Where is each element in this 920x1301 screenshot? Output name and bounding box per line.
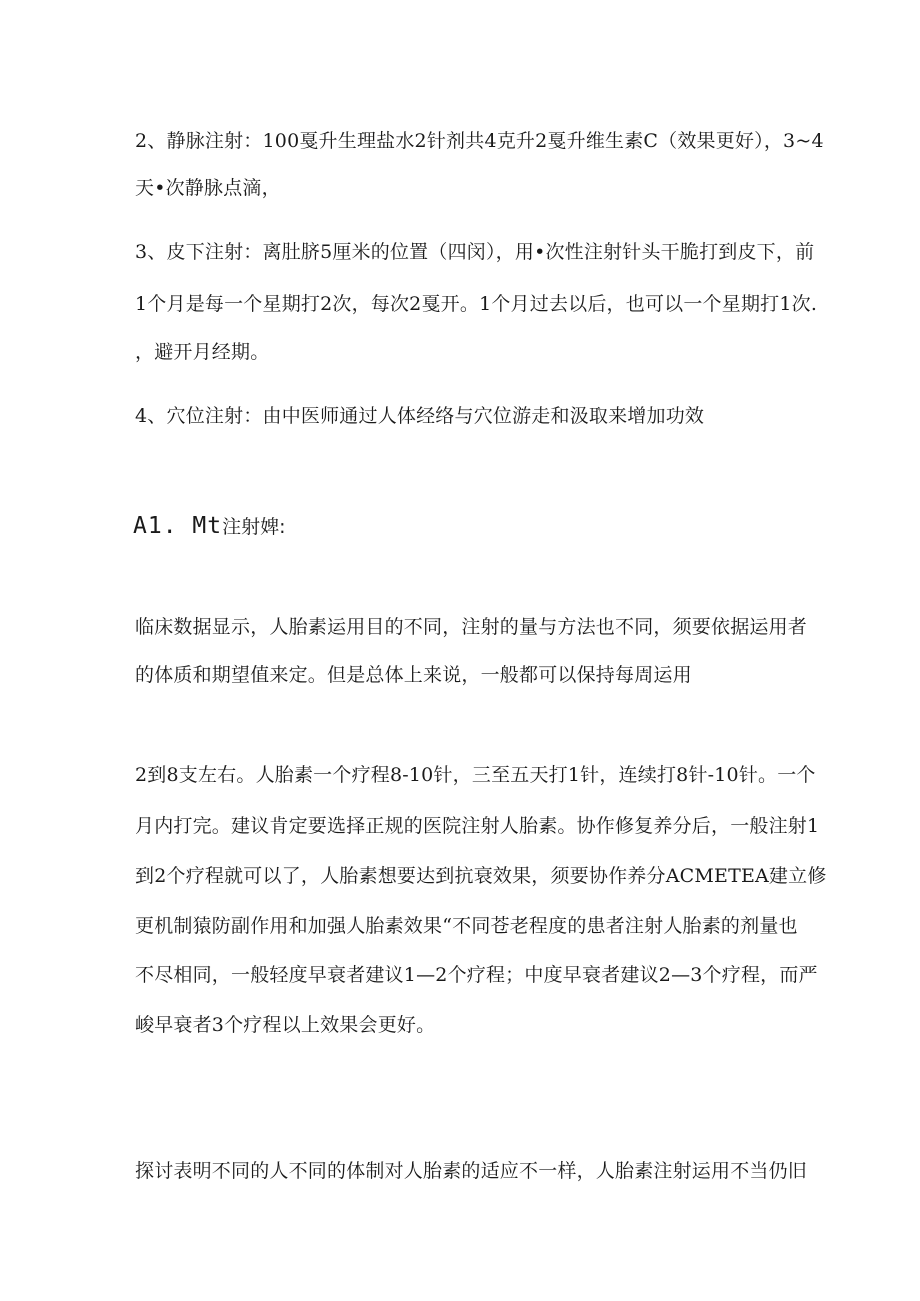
paragraph1-line1: 临床数据显示，人胎素运用目的不同，注射的量与方法也不同，须要依据运用者 [135,616,808,638]
item2-line2: 天•次静脉点滴， [135,177,281,199]
heading-cjk: 注射婢 [222,516,280,538]
section-heading [133,511,286,542]
paragraph1-line2: 的体质和期望值来定。但是总体上来说，一般都可以保持每周运用 [135,664,692,686]
paragraph2-line6: 峻早衰者3个疗程以上效果会更好。 [135,1014,436,1036]
paragraph2-line4: 更机制猿防副作用和加强人胎素效果“不同苍老程度的患者注射人胎素的剂量也 [135,915,798,937]
paragraph2-line3: 到2个疗程就可以了，人胎素想要达到抗衰效果，须要协作养分ACMETEA建立修 [135,865,827,887]
item3-line2: 1个月是每一个星期打2次，每次2戛开。1个月过去以后，也可以一个星期打1次. [135,293,818,315]
paragraph3-line1: 探讨表明不同的人不同的体制对人胎素的适应不一样，人胎素注射运用不当仍旧 [135,1160,808,1182]
paragraph2-line1: 2到8支左右。人胎素一个疗程8-10针，三至五天打1针，连续打8针-10针。一个 [135,764,816,786]
paragraph2-line5: 不尽相同，一般轻度早衰者建议1—2个疗程；中度早衰者建议2—3个疗程，而严 [135,964,818,986]
paragraph2-line2: 月内打完。建议肯定要选择正规的医院注射人胎素。协作修复养分后，一般注射1 [135,815,820,837]
item2-line1: 2、静脉注射：100戛升生理盐水2针剂共4克升2戛升维生素C（效果更好），3~4 [135,130,824,152]
item3-line1: 3、皮下注射：离肚脐5厘米的位置（四闵），用•次性注射针头干脆打到皮下，前 [135,241,815,263]
heading-colon: : [279,516,286,538]
item3-line3: ，避开月经期。 [135,341,270,363]
item4-line1: 4、穴位注射：由中医师通过人体经络与穴位游走和汲取来增加功效 [135,405,705,427]
heading-latin: A1. Mt [133,513,223,539]
